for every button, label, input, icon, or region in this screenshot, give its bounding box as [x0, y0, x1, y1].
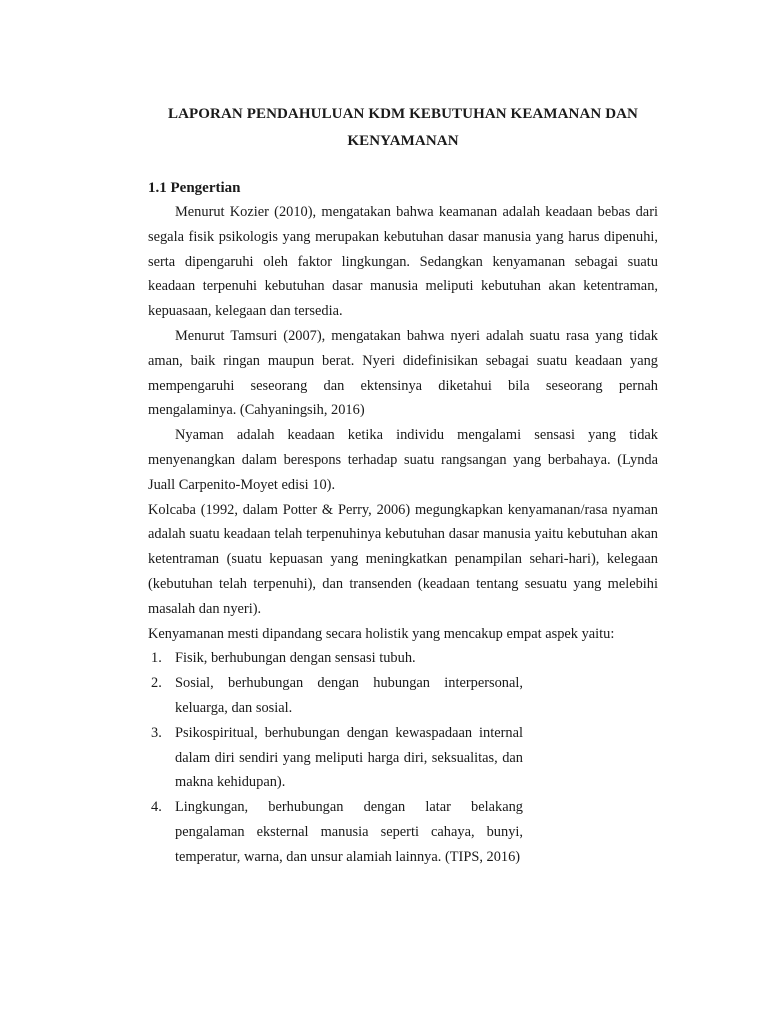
paragraph-nyaman: Nyaman adalah keadaan ketika individu mengalami sensasi yang tidak menyenangkan dalam berespons terhadap suatu rangsangan yang berbahaya. (Lynda Juall Carpenito-Moyet edisi 10). — [148, 427, 658, 493]
list-item-text: Fisik, berhubungan dengan sensasi tubuh. — [175, 650, 416, 667]
title-line-2: KENYAMANAN — [347, 133, 459, 149]
paragraph-kozier: Menurut Kozier (2010), mengatakan bahwa keamanan adalah keadaan bebas dari segala fisik psikologis yang merupakan kebutuhan dasar manusia yang harus dipenuhi, serta dipengaruhi oleh faktor lingkungan. Sedangkan kenyamanan sebagai suatu keadaan terpenuhi kebutuhan dasar manusia meliputi kebutuhan akan ketentraman, kepuasaan, kelegaan dan tersedia. — [148, 204, 658, 320]
aspects-list — [148, 646, 523, 869]
document-body — [148, 200, 658, 870]
document-title — [148, 101, 658, 155]
list-item-text: Lingkungan, berhubungan dengan latar belakang pengalaman eksternal manusia seperti cahaya, bunyi, temperatur, warna, dan unsur alamiah lainnya. (TIPS, 2016) — [175, 799, 523, 865]
list-item-number: 4. — [151, 799, 162, 816]
list-item — [148, 721, 523, 795]
paragraph-tamsuri: Menurut Tamsuri (2007), mengatakan bahwa nyeri adalah suatu rasa yang tidak aman, baik ringan maupun berat. Nyeri didefinisikan sebagai suatu keadaan yang mempengaruhi seseorang dan ektensinya diketahui bila seseorang pernah mengalaminya. (Cahyaningsih, 2016) — [148, 327, 658, 419]
list-item-text: Sosial, berhubungan dengan hubungan interpersonal, keluarga, dan sosial. — [175, 675, 523, 716]
list-item — [148, 795, 523, 869]
section-heading: 1.1 Pengertian — [148, 180, 241, 196]
paragraph-aspects-intro: Kenyamanan mesti dipandang secara holistik yang mencakup empat aspek yaitu: — [148, 625, 615, 642]
list-item-number: 1. — [151, 650, 162, 667]
list-item — [148, 646, 523, 671]
paragraph-kolcaba: Kolcaba (1992, dalam Potter & Perry, 2006) megungkapkan kenyamanan/rasa nyaman adalah suatu keadaan telah terpenuhinya kebutuhan dasar manusia yaitu kebutuhan akan ketentraman (suatu kepuasan yang meningkatkan penampilan sehari-hari), kelegaan (kebutuhan telah terpenuhi), dan transenden (keadaan tentang sesuatu yang melebihi masalah dan nyeri). — [148, 501, 658, 617]
list-item — [148, 671, 523, 721]
list-item-number: 3. — [151, 724, 162, 741]
list-item-text: Psikospiritual, berhubungan dengan kewaspadaan internal dalam diri sendiri yang meliputi harga diri, seksualitas, dan makna kehidupan). — [175, 724, 523, 791]
title-line-1: LAPORAN PENDAHULUAN KDM KEBUTUHAN KEAMANAN DAN — [167, 106, 638, 122]
list-item-number: 2. — [151, 675, 162, 692]
